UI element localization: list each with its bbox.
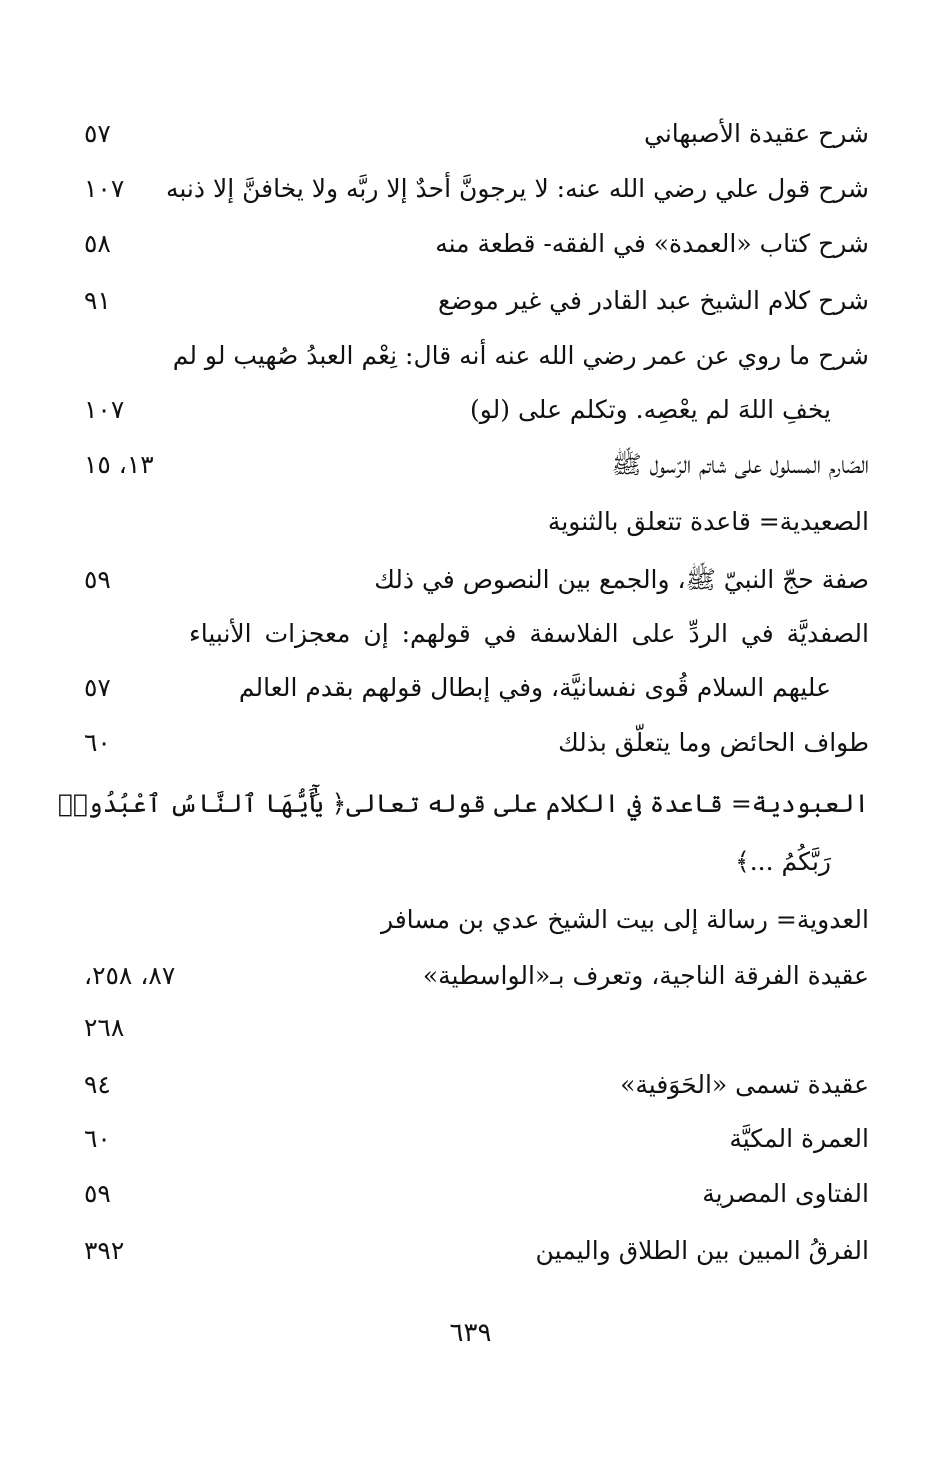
index-entry: [0, 1069, 941, 1117]
entry-title-line: شرح ما روي عن عمر رضي الله عنه أنه قال: نِعْم العبدُ صُهيب لو لم: [172, 341, 869, 370]
entry-pages: ١٠٧: [84, 395, 125, 424]
entry-title: الصّارم المسلول على شاتم الرّسول ﷺ: [611, 450, 869, 479]
index-entry-continuation: [0, 394, 941, 442]
entry-pages: ٦٠: [84, 728, 111, 757]
entry-title: الصعيدية= قاعدة تتعلق بالثنوية: [547, 507, 869, 536]
index-entry: [0, 1123, 941, 1171]
entry-pages: ٥٧: [84, 673, 111, 702]
entry-title: شرح قول علي رضي الله عنه: لا يرجونَّ أحدٌ إلا ربَّه ولا يخافنَّ إلا ذنبه: [165, 174, 869, 203]
index-entry-continuation: [0, 672, 941, 720]
index-entry: [0, 564, 941, 612]
entry-pages: ١٣، ١٥: [84, 450, 154, 479]
index-entry-continuation: [0, 1012, 941, 1060]
entry-pages: ٩١: [84, 286, 111, 315]
entry-title-line: يخفِ اللهَ لم يعْصِه. وتكلم على (لو): [469, 395, 831, 424]
entry-title-line: عليهم السلام قُوى نفسانيَّة، وفي إبطال قولهم بقدم العالم: [238, 673, 831, 702]
index-entry-continuation: [0, 846, 941, 894]
index-entry: [0, 788, 941, 836]
entry-title: طواف الحائض وما يتعلّق بذلك: [558, 728, 869, 757]
entry-pages: ٣٩٢: [84, 1236, 125, 1265]
entry-title-line: رَبَّكُمُ ...﴾: [735, 847, 831, 876]
entry-title-line: الصفديَّة في الردِّ على الفلاسفة في قولهم: إن معجزات الأنبياء: [189, 619, 869, 648]
entry-title: الفتاوى المصرية: [702, 1179, 869, 1208]
entry-pages: ٦٠: [84, 1124, 111, 1153]
entry-title: العمرة المكيَّة: [729, 1124, 869, 1153]
index-entry: [0, 904, 941, 952]
entry-title: عقيدة تسمى «الحَوَفية»: [620, 1070, 869, 1099]
index-entry: [0, 1178, 941, 1226]
entry-pages: ٥٩: [84, 565, 111, 594]
entry-pages: ٨٧، ٢٥٨،: [84, 961, 176, 990]
index-entry: [0, 340, 941, 388]
index-entry: [0, 618, 941, 666]
entry-title: شرح كتاب «العمدة» في الفقه- قطعة منه: [435, 229, 869, 258]
entry-pages: ٥٧: [84, 119, 111, 148]
index-entry: [0, 727, 941, 775]
entry-pages: ٩٤: [84, 1070, 111, 1099]
entry-title: شرح كلام الشيخ عبد القادر في غير موضع: [437, 286, 869, 315]
page-number: ٦٣٩: [449, 1318, 492, 1348]
entry-title: العدوية= رسالة إلى بيت الشيخ عدي بن مسافر: [380, 905, 869, 934]
index-entry: [0, 960, 941, 1008]
index-entry: [0, 285, 941, 333]
entry-title: صفة حجّ النبيّ ﷺ، والجمع بين النصوص في ذلك: [374, 565, 869, 594]
index-entry: [0, 449, 941, 497]
entry-pages-continuation: ٢٦٨: [84, 1013, 125, 1042]
entry-pages: ٥٩: [84, 1179, 111, 1208]
index-entry: [0, 118, 941, 166]
entry-title-line: العبودية= قاعدة في الكلام على قوله تعالى﴿ يَٰٓأَيُّهَا ٱلنَّاسُ ٱعْبُدُوا۟: [58, 789, 869, 818]
entry-pages: ٥٨: [84, 229, 111, 258]
index-entry: [0, 1235, 941, 1283]
entry-title: الفرقُ المبين بين الطلاق واليمين: [535, 1236, 869, 1265]
index-entry: [0, 173, 941, 221]
entry-title: شرح عقيدة الأصبهاني: [643, 119, 869, 148]
entry-title: عقيدة الفرقة الناجية، وتعرف بـ«الواسطية»: [422, 961, 869, 990]
index-entry: [0, 506, 941, 554]
index-entry: [0, 228, 941, 276]
entry-pages: ١٠٧: [84, 174, 125, 203]
